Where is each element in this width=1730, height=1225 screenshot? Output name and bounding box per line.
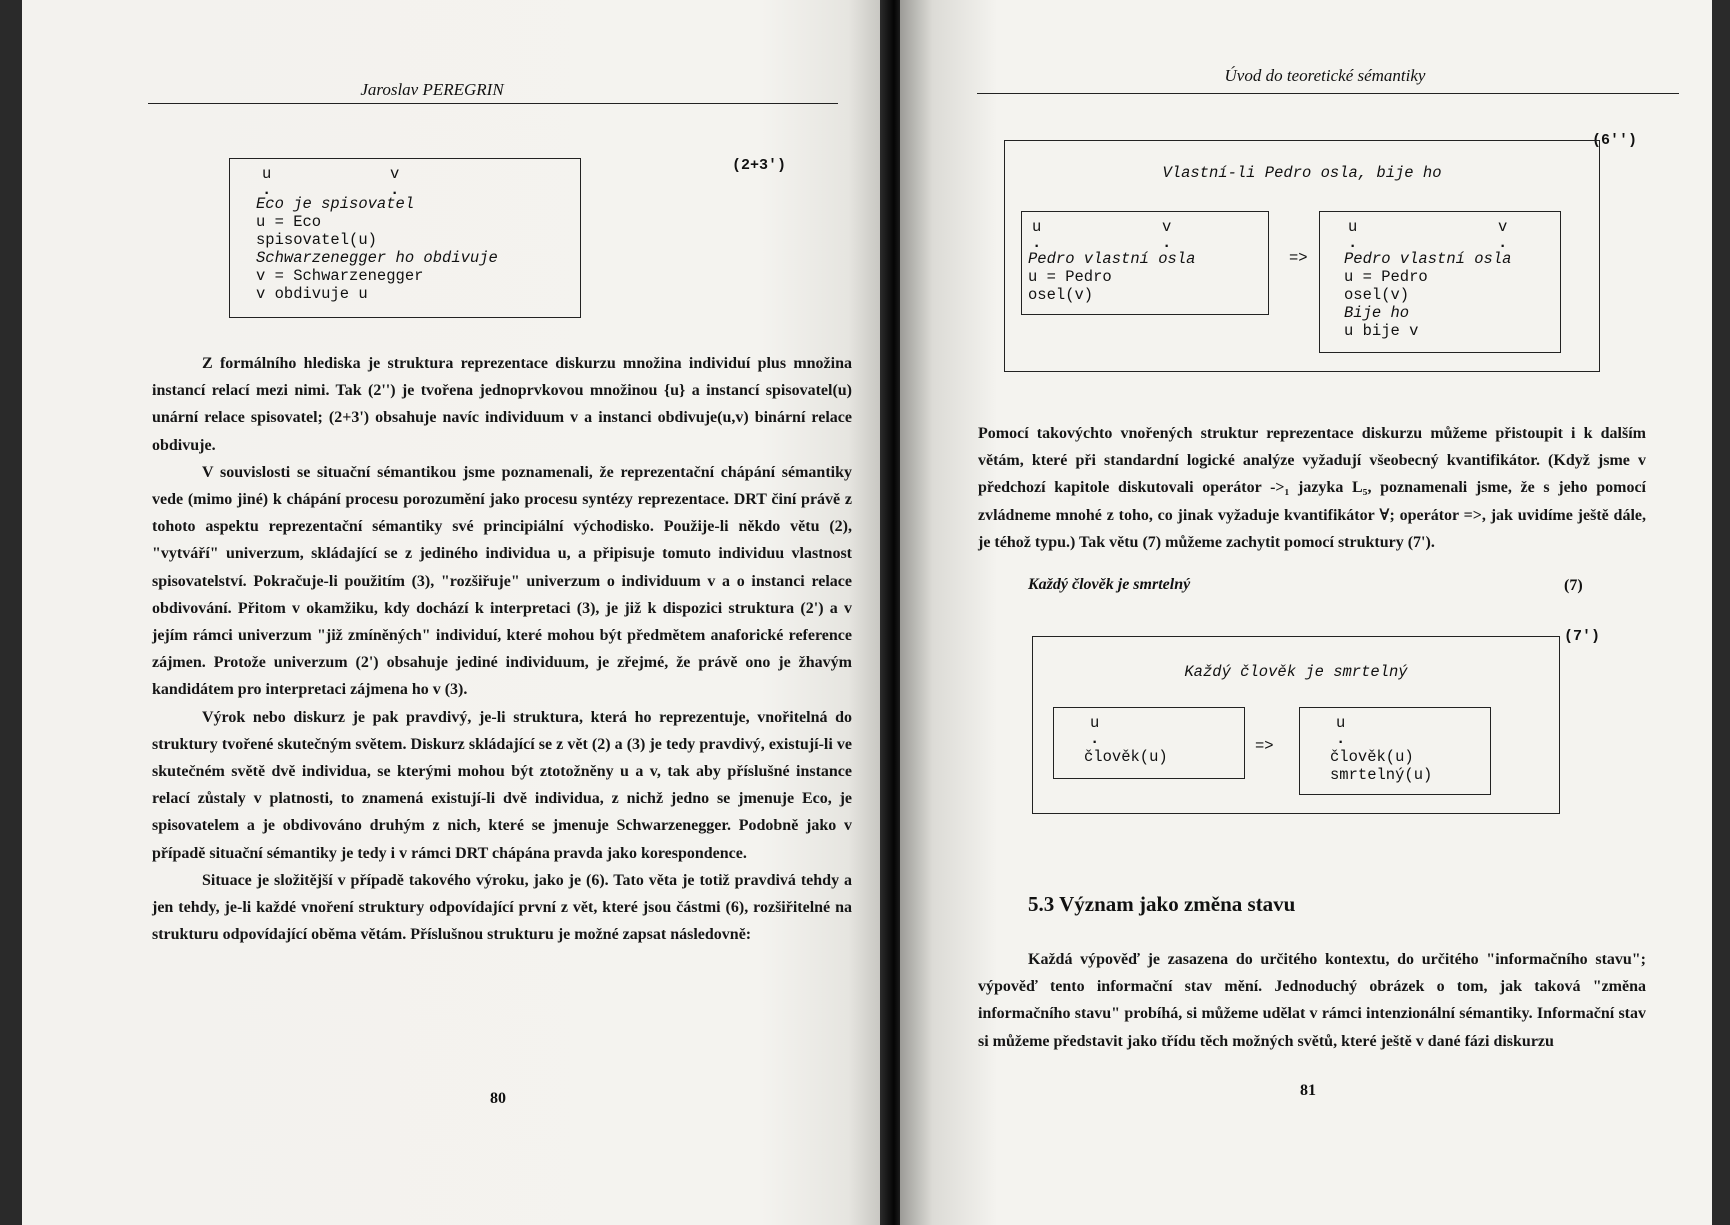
page-number-left: 80 bbox=[490, 1090, 506, 1107]
condition-line: u = Eco bbox=[256, 213, 322, 231]
paragraph: Pomocí takovýchto vnořených struktur reprezentace diskurzu můžeme přistoupit i k dalším větám, které při standardní logické analýze vyžadují všeobecný kvantifikátor. (Když jsme v předchozí kapitole diskutovali operátor ->₁ jazyka L₅, poznamenali jsme, že s jeho pomocí zvládneme mnohé z toho, co jinak vyžaduje kvantifikátor ∀; operátor =>, jak uvidíme ještě dále, je téhož typu.) Tak větu (7) můžeme zachytit pomocí struktury (7'). bbox=[978, 425, 1646, 551]
referent-v: v bbox=[1162, 218, 1172, 236]
referent-dot: . bbox=[1498, 234, 1508, 252]
drs-inner-right bbox=[1319, 211, 1561, 353]
right-body-text-1 bbox=[978, 420, 1646, 556]
referent-u: u bbox=[262, 165, 272, 183]
condition-line: v obdivuje u bbox=[256, 285, 368, 303]
paragraph: Situace je složitější v případě takového výroku, jako je (6). Tato věta je totiž pravdivá tehdy a jen tehdy, je-li každé vnoření struktury odpovídající první z vět, které jsou částmi (6), rozšiřitelné na strukturu odpovídající oběma větám. Příslušnou strukturu je možné zapsat následovně: bbox=[152, 871, 852, 944]
paragraph: Každá výpověď je zasazena do určitého kontextu, do určitého "informačního stavu"; výpověď tento informační stav mění. Jednoduchý obrázek o tom, jak taková "změna informačního stavu" probíhá, si můžeme udělat v rámci intenzionální sémantiky. Informační stav si můžeme představit jako třídu těch možných světů, které ještě v dané fázi diskurzu bbox=[978, 951, 1646, 1050]
drs-box-6 bbox=[1004, 140, 1600, 372]
referent-v: v bbox=[390, 165, 400, 183]
left-page bbox=[22, 0, 892, 1225]
outer-box-title: Vlastní-li Pedro osla, bije ho bbox=[1162, 164, 1442, 182]
paragraph: V souvislosti se situační sémantikou jsme poznamenali, že reprezentační chápání sémantiky vede (mimo jiné) k chápání procesu porozumění jako procesu syntézy reprezentace. DRT činí právě z tohoto aspektu reprezentační sémantiky své principiální východisko. Použije-li někdo větu (2), "vytváří" univerzum, skládající se z jediného individua u, a připisuje tomuto individuu vlastnost spisovatelství. Pokračuje-li použitím (3), "rozšiřuje" univerzum o individuum v a o instanci relace obdivování. Přitom v okamžiku, kdy dochází k interpretaci (3), je již k dispozici struktura (2') a v jejím rámci univerzum "již zmíněných" individuí, které mohou být předmětem anaforické reference zájmen. Protože univerzum (2') obsahuje jediné individuum, je zřejmé, že právě ono je žhavým kandidátem pro interpretaci zájmena ho v (3). bbox=[152, 463, 852, 699]
referent-dot: . bbox=[1090, 730, 1100, 748]
equation-label: (7') bbox=[1564, 628, 1601, 645]
referent-u: u bbox=[1348, 218, 1358, 236]
section-title: 5.3 Význam jako změna stavu bbox=[1028, 892, 1296, 916]
drs-inner-left bbox=[1053, 707, 1245, 779]
drs-conditions bbox=[1084, 748, 1168, 766]
paragraph: Z formálního hlediska je struktura reprezentace diskurzu množina individuí plus množina instancí relací mezi nimi. Tak (2'') je tvořena jednoprvkovou množinou {u} a instancí spisovatel(u) unární relace spisovatel; (2+3') obsahuje navíc individuum v a instanci obdivuje(u,v) binární relace obdivuje. bbox=[152, 355, 852, 454]
condition-line: v = Schwarzenegger bbox=[256, 267, 424, 285]
drs-conditions bbox=[1028, 250, 1195, 304]
example-label: (7) bbox=[1564, 577, 1583, 594]
condition-line: u = Pedro bbox=[1028, 268, 1112, 286]
condition-line: Pedro vlastní osla bbox=[1344, 250, 1512, 268]
condition-line: Bije ho bbox=[1344, 304, 1410, 322]
paragraph: Výrok nebo diskurz je pak pravdivý, je-li struktura, která ho reprezentuje, vnořitelná do struktury tvořené skutečným světem. Diskurz skládající se z vět (2) a (3) je tedy pravdivý, existují-li ve skutečném světě dvě individua, se kterými mohou být ztotožněny u a v, tak aby příslušné instance relací zůstaly v platnosti, to znamená existují-li dvě individua, z nichž jedno se jmenuje Eco, je spisovatelem a je obdivováno druhým z nich, které se jmenuje Schwarzenegger. Podobně jako v případě situační sémantiky je tedy i v rámci DRT chápána pravda jako korespondence. bbox=[152, 708, 852, 862]
running-head-left: Jaroslav PEREGRIN bbox=[360, 80, 504, 99]
condition-line: spisovatel(u) bbox=[256, 231, 377, 249]
referent-u: u bbox=[1336, 714, 1346, 732]
header-rule-left bbox=[148, 103, 838, 104]
running-head-right: Úvod do teoretické sémantiky bbox=[1224, 66, 1426, 85]
equation-label: (2+3') bbox=[732, 157, 787, 174]
referent-dot: . bbox=[1348, 234, 1358, 252]
referent-v: v bbox=[1498, 218, 1508, 236]
drs-box-7 bbox=[1032, 636, 1560, 814]
right-body-text-2 bbox=[978, 946, 1646, 1055]
referent-dot: . bbox=[262, 181, 272, 199]
drs-conditions bbox=[256, 195, 498, 303]
condition-line: Schwarzenegger ho obdivuje bbox=[256, 249, 498, 267]
drs-conditions bbox=[1330, 748, 1432, 784]
left-body-text bbox=[152, 350, 852, 948]
condition-line: osel(v) bbox=[1344, 286, 1410, 304]
condition-line: osel(v) bbox=[1028, 286, 1094, 304]
equation-label: (6'') bbox=[1592, 132, 1638, 149]
box7-title: Každý člověk je smrtelný bbox=[1184, 663, 1408, 681]
drs-inner-right bbox=[1299, 707, 1491, 795]
referent-dot: . bbox=[390, 181, 400, 199]
condition-line: smrtelný(u) bbox=[1330, 766, 1433, 784]
condition-line: u bije v bbox=[1344, 322, 1419, 340]
condition-line: Eco je spisovatel bbox=[256, 195, 415, 213]
implication-arrow: => bbox=[1289, 249, 1308, 267]
drs-inner-left bbox=[1021, 211, 1269, 315]
referent-u: u bbox=[1090, 714, 1100, 732]
right-page bbox=[900, 0, 1712, 1225]
implication-arrow: => bbox=[1255, 737, 1274, 755]
condition-line: člověk(u) bbox=[1084, 748, 1168, 766]
referent-dot: . bbox=[1162, 234, 1172, 252]
drs-conditions bbox=[1344, 250, 1511, 340]
referent-dot: . bbox=[1336, 730, 1346, 748]
condition-line: Pedro vlastní osla bbox=[1028, 250, 1196, 268]
page-number-right: 81 bbox=[1300, 1082, 1316, 1099]
referent-dot: . bbox=[1032, 234, 1042, 252]
referent-u: u bbox=[1032, 218, 1042, 236]
condition-line: u = Pedro bbox=[1344, 268, 1428, 286]
header-rule-right bbox=[977, 93, 1679, 94]
condition-line: člověk(u) bbox=[1330, 748, 1414, 766]
drs-box-2-3 bbox=[229, 158, 581, 318]
example-sentence: Každý člověk je smrtelný bbox=[1028, 576, 1191, 593]
